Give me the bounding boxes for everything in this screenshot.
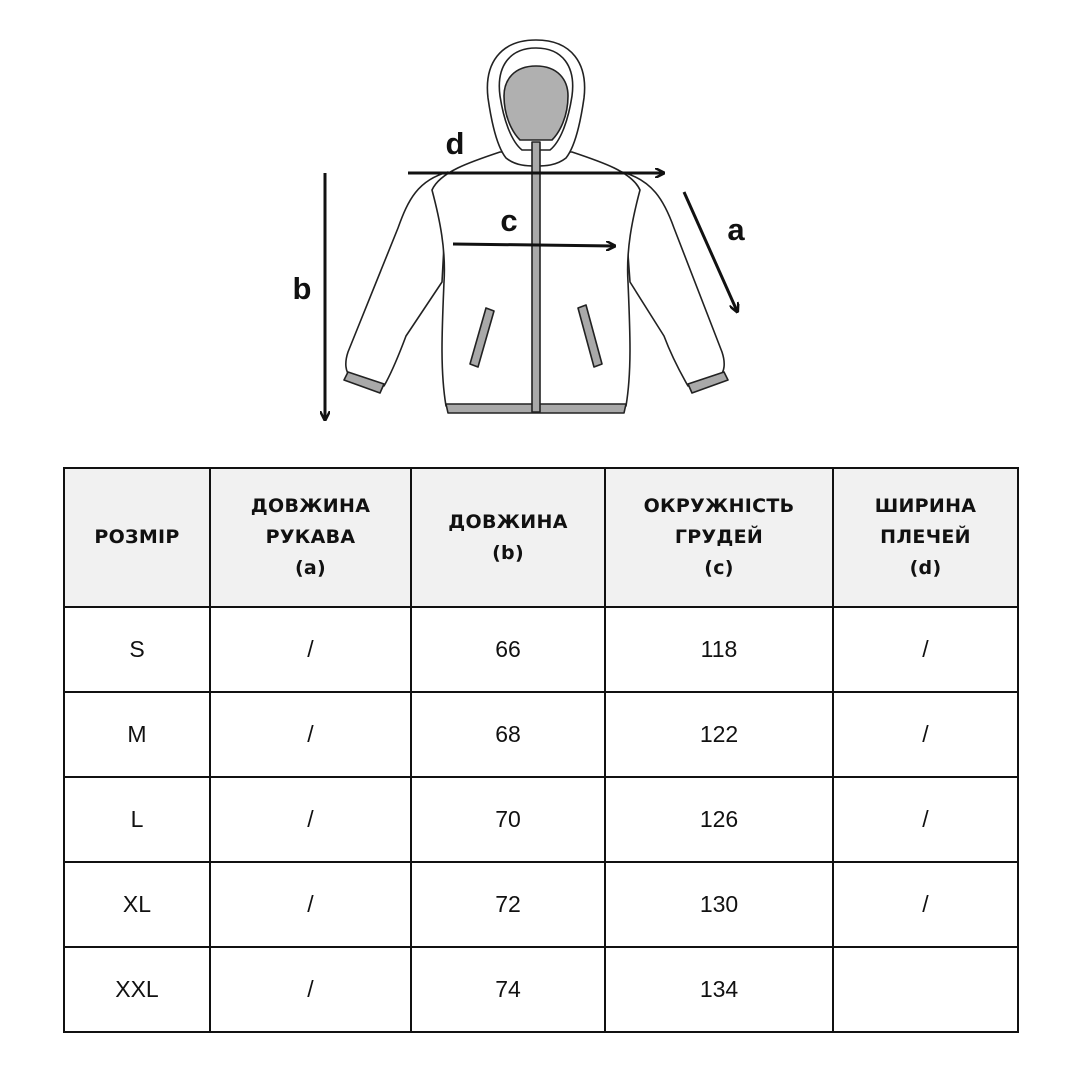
cell-size: XXL <box>64 947 210 1032</box>
cell-size: L <box>64 777 210 862</box>
cell-size: M <box>64 692 210 777</box>
table-header-row <box>64 468 1018 607</box>
header-line: (b) <box>492 541 524 564</box>
cell-length: 66 <box>411 607 605 692</box>
header-line: РОЗМІР <box>94 526 180 548</box>
header-size <box>64 468 210 607</box>
header-line: ШИРИНА <box>874 495 977 517</box>
cell-shoulder-width: / <box>833 692 1018 777</box>
jacket-measurement-diagram <box>0 0 1080 440</box>
cell-size: XL <box>64 862 210 947</box>
table-row <box>64 947 1018 1032</box>
cell-chest: 130 <box>605 862 833 947</box>
cell-shoulder-width: / <box>833 777 1018 862</box>
label-c: c <box>500 203 518 238</box>
header-line: ДОВЖИНА <box>250 495 371 517</box>
table-row <box>64 777 1018 862</box>
header-chest <box>605 468 833 607</box>
cell-length: 74 <box>411 947 605 1032</box>
cell-sleeve-length: / <box>210 947 411 1032</box>
hood-face <box>504 66 568 140</box>
table-row <box>64 862 1018 947</box>
header-line: ГРУДЕЙ <box>674 526 764 548</box>
arrow-c <box>453 244 614 246</box>
cell-shoulder-width <box>833 947 1018 1032</box>
header-line: (a) <box>294 557 327 579</box>
table-row <box>64 607 1018 692</box>
cell-sleeve-length: / <box>210 692 411 777</box>
cell-chest: 126 <box>605 777 833 862</box>
size-chart-table <box>63 467 1019 1033</box>
header-line: ПЛЕЧЕЙ <box>880 526 971 548</box>
cell-length: 72 <box>411 862 605 947</box>
cell-sleeve-length: / <box>210 777 411 862</box>
cell-length: 70 <box>411 777 605 862</box>
zipper <box>532 142 540 412</box>
right-sleeve <box>622 172 724 386</box>
cell-chest: 118 <box>605 607 833 692</box>
header-length <box>411 468 605 607</box>
header-line: ДОВЖИНА <box>448 510 568 533</box>
left-sleeve <box>346 172 448 386</box>
header-line: (c) <box>704 557 734 579</box>
header-shoulder-width <box>833 468 1018 607</box>
cell-shoulder-width: / <box>833 607 1018 692</box>
cell-chest: 134 <box>605 947 833 1032</box>
cell-sleeve-length: / <box>210 862 411 947</box>
label-b: b <box>292 271 312 306</box>
table-body <box>64 607 1018 1032</box>
label-a: a <box>727 212 745 247</box>
label-d: d <box>445 126 465 161</box>
table-row <box>64 692 1018 777</box>
header-line: ОКРУЖНІСТЬ <box>643 495 795 517</box>
cell-size: S <box>64 607 210 692</box>
header-line: (d) <box>909 557 942 579</box>
cell-length: 68 <box>411 692 605 777</box>
header-line: РУКАВА <box>265 526 356 548</box>
cell-chest: 122 <box>605 692 833 777</box>
cell-shoulder-width: / <box>833 862 1018 947</box>
cell-sleeve-length: / <box>210 607 411 692</box>
jacket-illustration <box>344 40 728 413</box>
header-sleeve-length <box>210 468 411 607</box>
